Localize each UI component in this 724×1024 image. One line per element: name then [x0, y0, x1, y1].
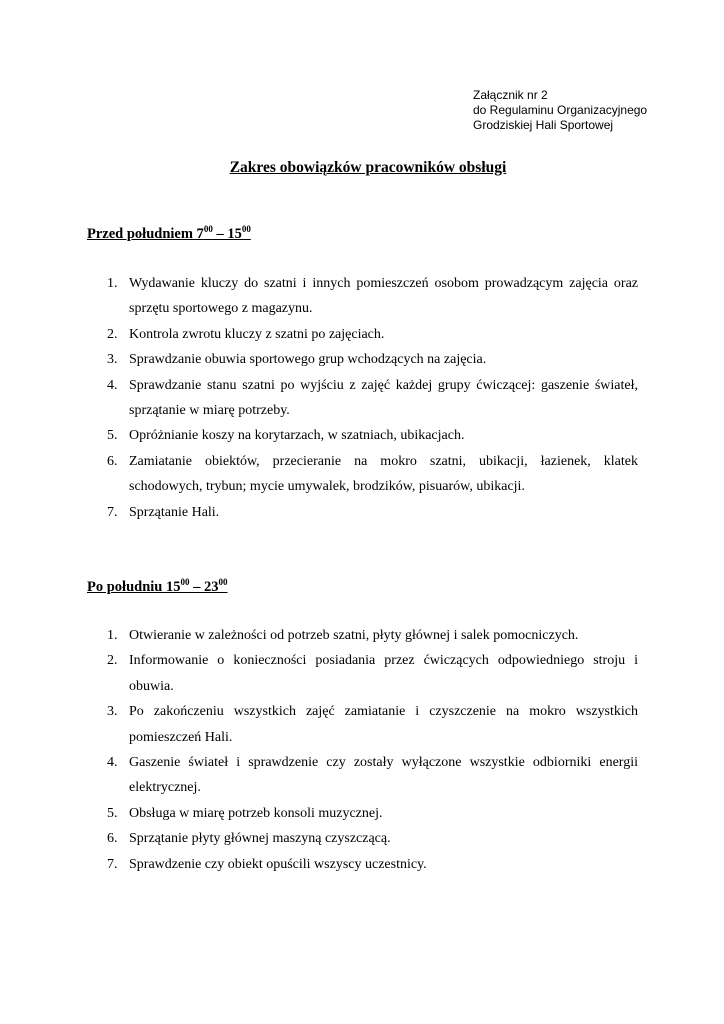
item-text: Otwieranie w zależności od potrzeb szatni, płyty głównej i salek pomocniczych.: [129, 628, 579, 643]
item-text: Kontrola zwrotu kluczy z szatni po zajęciach.: [129, 326, 385, 342]
item-number: 1.: [107, 628, 118, 643]
list-item: [0, 750, 638, 801]
item-number: 6.: [107, 831, 118, 847]
time-dash: – 23: [189, 579, 219, 595]
list-item: [0, 373, 638, 424]
item-text: Informowanie o konieczności posiadania przez ćwiczących odpowiedniego stroju i obuwia.: [129, 653, 638, 694]
list-item: [0, 826, 638, 851]
section-heading-afternoon: [87, 577, 228, 596]
item-number: 4.: [107, 377, 118, 393]
document-title: Zakres obowiązków pracowników obsługi: [229, 159, 507, 176]
time-dash: – 15: [212, 226, 242, 242]
item-number: 5.: [107, 805, 118, 821]
item-number: 1.: [107, 276, 118, 291]
list-item: [0, 271, 638, 322]
item-text: Gaszenie świateł i sprawdzenie czy zostały wyłączone wszystkie odbiorniki energii elektrycznej.: [129, 755, 638, 796]
list-item: [0, 852, 638, 877]
annex-line-1: Załącznik nr 2: [473, 88, 548, 102]
list-item: [0, 449, 638, 500]
list-item: [0, 500, 638, 525]
item-number: 7.: [107, 856, 118, 872]
annex-line-2: do Regulaminu Organizacyjnego: [473, 103, 648, 117]
annex-note: [473, 88, 647, 133]
time-start-superscript: 00: [180, 577, 190, 587]
item-number: 3.: [107, 352, 118, 368]
item-text: Opróżnianie koszy na korytarzach, w szatniach, ubikacjach.: [129, 428, 465, 444]
item-text: Wydawanie kluczy do szatni i innych pomieszczeń osobom prowadzącym zajęcia oraz sprzętu sportowego z magazynu.: [129, 276, 638, 317]
item-text: Sprzątanie płyty głównej maszyną czyszczącą.: [129, 831, 391, 847]
section-heading-morning: [87, 224, 251, 243]
item-number: 7.: [107, 504, 118, 520]
document-title-row: [0, 159, 724, 177]
list-item: [0, 347, 638, 372]
list-item: [0, 623, 638, 648]
list-item: [0, 699, 638, 750]
list-item: [0, 648, 638, 699]
item-number: 2.: [107, 653, 118, 669]
item-text: Po zakończeniu wszystkich zajęć zamiatanie i czyszczenie na mokro wszystkich pomieszczeń Hali.: [129, 704, 638, 745]
annex-line-3: Grodziskiej Hali Sportowej: [473, 118, 614, 132]
item-text: Sprawdzenie czy obiekt opuścili wszyscy uczestnicy.: [129, 856, 427, 872]
duties-list-morning: [0, 271, 724, 525]
item-number: 6.: [107, 453, 118, 469]
item-number: 2.: [107, 326, 118, 342]
item-text: Sprawdzanie stanu szatni po wyjściu z zajęć każdej grupy ćwiczącej: gaszenie świateł, sprzątanie w miarę potrzeby.: [129, 377, 638, 419]
section-heading-label: Po południu 15: [87, 579, 181, 595]
item-number: 4.: [107, 755, 118, 771]
item-text: Zamiatanie obiektów, przecieranie na mokro szatni, ubikacji, łazienek, klatek schodowych, trybun; mycie umywalek, brodzików, pisuarów, ubikacji.: [129, 453, 638, 495]
duties-list-afternoon: [0, 623, 724, 877]
item-number: 3.: [107, 704, 118, 720]
item-text: Obsługa w miarę potrzeb konsoli muzycznej.: [129, 805, 383, 821]
list-item: [0, 801, 638, 826]
list-item: [0, 423, 638, 448]
item-number: 5.: [107, 428, 118, 444]
list-item: [0, 322, 638, 347]
time-end-superscript: 00: [241, 224, 251, 234]
section-heading-label: Przed południem 7: [87, 226, 204, 242]
item-text: Sprzątanie Hali.: [129, 504, 220, 520]
item-text: Sprawdzanie obuwia sportowego grup wchodzących na zajęcia.: [129, 352, 487, 368]
time-end-superscript: 00: [218, 577, 228, 587]
time-start-superscript: 00: [203, 224, 213, 234]
